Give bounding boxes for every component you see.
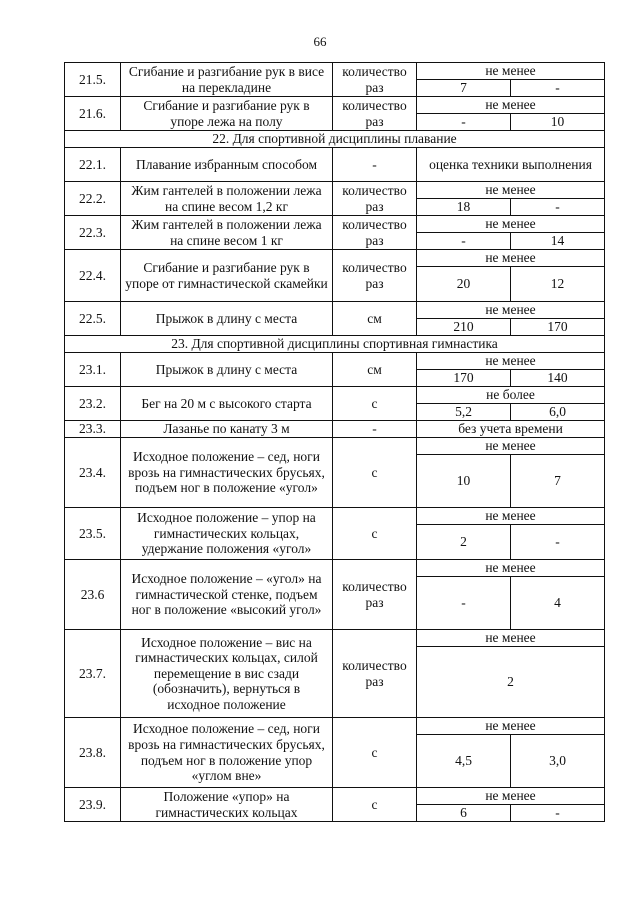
table-row — [65, 438, 605, 455]
exercise-description: Сгибание и разгибание рук в упоре лежа на полу — [121, 97, 333, 131]
page-number: 66 — [313, 34, 327, 49]
item-number: 21.6. — [65, 97, 121, 131]
value-boys: 4,5 — [417, 735, 511, 788]
value-boys: 2 — [417, 525, 511, 560]
item-number: 21.5. — [65, 63, 121, 97]
value-girls: 14 — [511, 233, 605, 250]
exercise-description: Прыжок в длину с места — [121, 302, 333, 336]
section-heading-row — [65, 131, 605, 148]
condition: не менее — [417, 718, 605, 735]
exercise-description: Бег на 20 м с высокого старта — [121, 387, 333, 421]
table-row — [65, 97, 605, 114]
item-number: 22.2. — [65, 182, 121, 216]
standard-value: без учета времени — [417, 421, 605, 438]
unit: см — [333, 353, 417, 387]
unit: - — [333, 148, 417, 182]
item-number: 23.5. — [65, 508, 121, 560]
value-girls: - — [511, 80, 605, 97]
item-number: 22.5. — [65, 302, 121, 336]
value-boys: - — [417, 114, 511, 131]
table-row — [65, 216, 605, 233]
exercise-description: Положение «упор» на гимнастических кольцах — [121, 788, 333, 822]
value-boys: 5,2 — [417, 404, 511, 421]
item-number: 22.3. — [65, 216, 121, 250]
condition: не менее — [417, 788, 605, 805]
value-girls: 3,0 — [511, 735, 605, 788]
condition: не менее — [417, 508, 605, 525]
table-row — [65, 560, 605, 577]
table-row — [65, 421, 605, 438]
exercise-description: Жим гантелей в положении лежа на спине весом 1,2 кг — [121, 182, 333, 216]
condition: не менее — [417, 302, 605, 319]
condition: не менее — [417, 353, 605, 370]
condition: не менее — [417, 630, 605, 647]
value-boys: - — [417, 233, 511, 250]
standards-table — [64, 62, 605, 822]
value-girls: 170 — [511, 319, 605, 336]
unit: с — [333, 508, 417, 560]
value-girls: - — [511, 805, 605, 822]
unit: количество раз — [333, 63, 417, 97]
condition: не менее — [417, 560, 605, 577]
value-boys: 6 — [417, 805, 511, 822]
table-row — [65, 387, 605, 404]
item-number: 23.7. — [65, 630, 121, 718]
item-number: 23.2. — [65, 387, 121, 421]
condition: не менее — [417, 97, 605, 114]
unit: количество раз — [333, 560, 417, 630]
condition: не менее — [417, 216, 605, 233]
table-row — [65, 630, 605, 647]
item-number: 23.8. — [65, 718, 121, 788]
table-row — [65, 788, 605, 805]
value-girls: 6,0 — [511, 404, 605, 421]
unit: количество раз — [333, 250, 417, 302]
unit: см — [333, 302, 417, 336]
value-boys: 170 — [417, 370, 511, 387]
item-number: 23.6 — [65, 560, 121, 630]
item-number: 23.4. — [65, 438, 121, 508]
condition: не менее — [417, 63, 605, 80]
table-row — [65, 182, 605, 199]
value-boys: 20 — [417, 267, 511, 302]
section-heading: 23. Для спортивной дисциплины спортивная гимнастика — [65, 336, 605, 353]
value-girls: 10 — [511, 114, 605, 131]
exercise-description: Исходное положение – вис на гимнастических кольцах, силой перемещение в вис сзади (обозначить), вернуться в исходное положение — [121, 630, 333, 718]
table-row — [65, 250, 605, 267]
value-girls: - — [511, 199, 605, 216]
item-number: 22.1. — [65, 148, 121, 182]
section-heading: 22. Для спортивной дисциплины плавание — [65, 131, 605, 148]
table-row — [65, 148, 605, 182]
value-boys: 210 — [417, 319, 511, 336]
table-row — [65, 718, 605, 735]
exercise-description: Плавание избранным способом — [121, 148, 333, 182]
standard-value: оценка техники выполнения — [417, 148, 605, 182]
table-row — [65, 302, 605, 319]
unit: количество раз — [333, 182, 417, 216]
value-boys: 18 — [417, 199, 511, 216]
value-girls: 140 — [511, 370, 605, 387]
standard-value: 2 — [417, 647, 605, 718]
exercise-description: Исходное положение – «угол» на гимнастической стенке, подъем ног в положение «высокий угол» — [121, 560, 333, 630]
unit: - — [333, 421, 417, 438]
exercise-description: Сгибание и разгибание рук в висе на перекладине — [121, 63, 333, 97]
section-heading-row — [65, 336, 605, 353]
unit: с — [333, 387, 417, 421]
table-row — [65, 63, 605, 80]
exercise-description: Исходное положение – упор на гимнастических кольцах, удержание положения «угол» — [121, 508, 333, 560]
value-girls: 12 — [511, 267, 605, 302]
item-number: 22.4. — [65, 250, 121, 302]
exercise-description: Исходное положение – сед, ноги врозь на гимнастических брусьях, подъем ног в положение «угол» — [121, 438, 333, 508]
exercise-description: Лазанье по канату 3 м — [121, 421, 333, 438]
unit: с — [333, 718, 417, 788]
value-boys: 7 — [417, 80, 511, 97]
condition: не более — [417, 387, 605, 404]
value-girls: 4 — [511, 577, 605, 630]
condition: не менее — [417, 182, 605, 199]
unit: количество раз — [333, 216, 417, 250]
item-number: 23.3. — [65, 421, 121, 438]
exercise-description: Прыжок в длину с места — [121, 353, 333, 387]
exercise-description: Исходное положение – сед, ноги врозь на гимнастических брусьях, подъем ног в положение упор «углом вне» — [121, 718, 333, 788]
table-row — [65, 353, 605, 370]
unit: количество раз — [333, 97, 417, 131]
unit: с — [333, 438, 417, 508]
item-number: 23.1. — [65, 353, 121, 387]
exercise-description: Жим гантелей в положении лежа на спине весом 1 кг — [121, 216, 333, 250]
value-boys: - — [417, 577, 511, 630]
table-row — [65, 508, 605, 525]
value-girls: - — [511, 525, 605, 560]
unit: количество раз — [333, 630, 417, 718]
value-girls: 7 — [511, 455, 605, 508]
value-boys: 10 — [417, 455, 511, 508]
item-number: 23.9. — [65, 788, 121, 822]
condition: не менее — [417, 250, 605, 267]
condition: не менее — [417, 438, 605, 455]
unit: с — [333, 788, 417, 822]
exercise-description: Сгибание и разгибание рук в упоре от гимнастической скамейки — [121, 250, 333, 302]
